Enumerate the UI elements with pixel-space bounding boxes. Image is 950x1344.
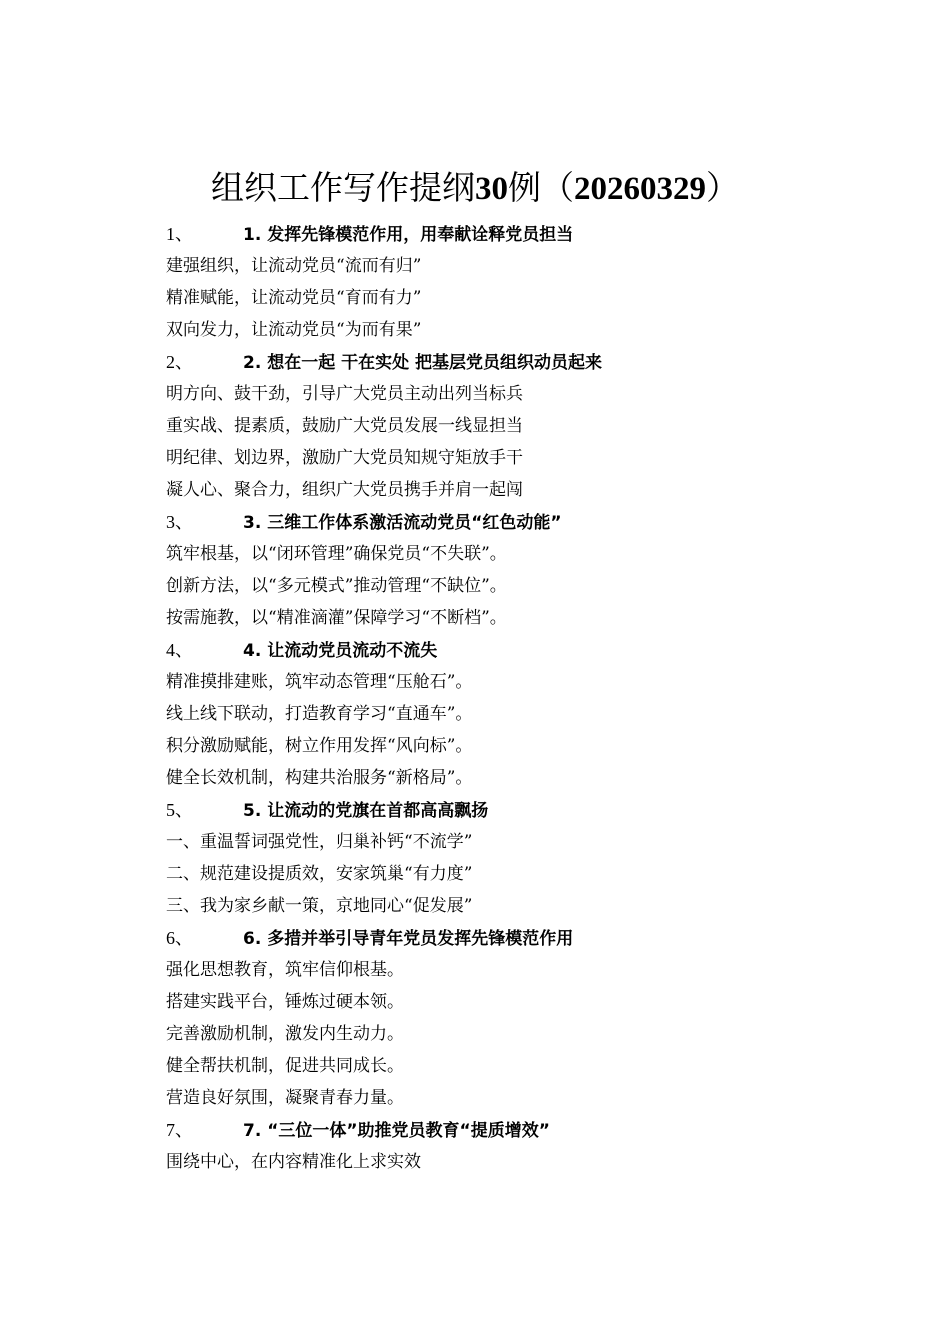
section-title: 6. 多措并举引导青年党员发挥先锋模范作用 xyxy=(243,929,574,949)
section-number: 3、 xyxy=(166,512,193,532)
outline-item: 完善激励机制，激发内生动力。 xyxy=(166,1024,404,1044)
outline-item: 健全帮扶机制，促进共同成长。 xyxy=(166,1056,404,1076)
outline-item: 按需施教，以“精准滴灌”保障学习“不断档”。 xyxy=(166,608,507,628)
outline-item: 明纪律、划边界，激励广大党员知规守矩放手干 xyxy=(166,448,523,468)
outline-item: 搭建实践平台，锤炼过硬本领。 xyxy=(166,992,404,1012)
section-number: 6、 xyxy=(166,928,193,948)
outline-item: 凝人心、聚合力，组织广大党员携手并肩一起闯 xyxy=(166,480,523,500)
section-number: 5、 xyxy=(166,800,193,820)
outline-item: 营造良好氛围，凝聚青春力量。 xyxy=(166,1088,404,1108)
document-body xyxy=(166,218,886,1178)
section-title: 7. “三位一体”助推党员教育“提质增效” xyxy=(243,1121,550,1141)
section-heading xyxy=(166,794,886,826)
section-heading xyxy=(166,346,886,378)
section-number: 1、 xyxy=(166,224,193,244)
section-number: 2、 xyxy=(166,352,193,372)
section-heading xyxy=(166,218,886,250)
outline-item: 双向发力，让流动党员“为而有果” xyxy=(166,320,422,340)
outline-item: 建强组织，让流动党员“流而有归” xyxy=(166,256,422,276)
section-heading xyxy=(166,922,886,954)
section-number: 4、 xyxy=(166,640,193,660)
section-heading xyxy=(166,1114,886,1146)
outline-item: 积分激励赋能，树立作用发挥“风向标”。 xyxy=(166,736,473,756)
title-date: 20260329 xyxy=(574,171,706,207)
section-number: 7、 xyxy=(166,1120,193,1140)
title-close: ） xyxy=(706,168,739,207)
section-heading xyxy=(166,506,886,538)
title-prefix: 组织工作写作提纲 xyxy=(211,168,475,207)
section-title: 3. 三维工作体系激活流动党员“红色动能” xyxy=(243,513,562,533)
outline-item: 二、规范建设提质效，安家筑巢“有力度” xyxy=(166,864,473,884)
section-title: 4. 让流动党员流动不流失 xyxy=(243,641,438,661)
outline-item: 健全长效机制，构建共治服务“新格局”。 xyxy=(166,768,473,788)
section-title: 1. 发挥先锋模范作用，用奉献诠释党员担当 xyxy=(243,225,574,245)
section-title: 2. 想在一起 干在实处 把基层党员组织动员起来 xyxy=(243,353,603,373)
outline-item: 重实战、提素质，鼓励广大党员发展一线显担当 xyxy=(166,416,523,436)
outline-item: 强化思想教育，筑牢信仰根基。 xyxy=(166,960,404,980)
outline-item: 一、重温誓词强党性，归巢补钙“不流学” xyxy=(166,832,473,852)
outline-item: 三、我为家乡献一策，京地同心“促发展” xyxy=(166,896,473,916)
outline-item: 围绕中心，在内容精准化上求实效 xyxy=(166,1152,421,1172)
document-title xyxy=(0,166,950,211)
section-heading xyxy=(166,634,886,666)
outline-item: 精准摸排建账，筑牢动态管理“压舱石”。 xyxy=(166,672,473,692)
title-suffix: 例（ xyxy=(508,168,574,207)
outline-item: 创新方法，以“多元模式”推动管理“不缺位”。 xyxy=(166,576,507,596)
outline-item: 明方向、鼓干劲，引导广大党员主动出列当标兵 xyxy=(166,384,523,404)
outline-item: 筑牢根基，以“闭环管理”确保党员“不失联”。 xyxy=(166,544,507,564)
section-title: 5. 让流动的党旗在首都高高飘扬 xyxy=(243,801,489,821)
outline-item: 精准赋能，让流动党员“育而有力” xyxy=(166,288,422,308)
outline-item: 线上线下联动，打造教育学习“直通车”。 xyxy=(166,704,473,724)
title-number: 30 xyxy=(475,171,508,207)
